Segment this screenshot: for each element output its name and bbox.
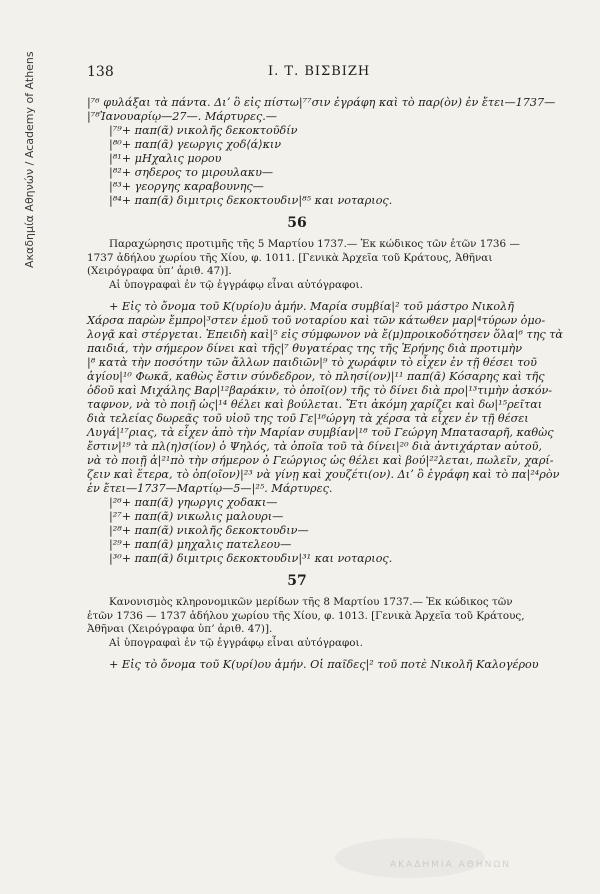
running-header: Ι. Τ. ΒΙΣΒΙΖΗ [268, 64, 371, 79]
document-56-body [87, 300, 563, 496]
document-55-tail [87, 96, 556, 124]
document-57-meta [87, 596, 525, 650]
academy-stamp-text: ΑΚΑΔΗΜΙΑ ΑΘΗΝΩΝ [390, 860, 511, 870]
text-line: ἐν ἔτει—1737—Μαρτίῳ—5—|²⁵. Μάρτυρες. [87, 482, 333, 495]
text-line: παιδιά, τὴν σήμερον δίνει καὶ τῆς|⁷ θυγατέρας της τῆς Ἐρήνης διὰ προτιμὴν [87, 342, 523, 355]
signature-line: |²⁹+ παπ(ᾶ) μηχαλις πατελεου— [109, 538, 292, 551]
text-line: |⁸ κατὰ τὴν ποσότην τῶν ἄλλων παιδιῶν|⁹ τὸ χωράφιν τὸ εἶχεν ἐν τῇ θέσει τοῦ [87, 356, 537, 369]
signature-line: |³⁰+ παπ(ᾶ) διμιτρις δεκοκτουδιν|³¹ και νοταριος. [109, 552, 393, 565]
text-line: διὰ τελείας δωρεᾶς τοῦ υἱοῦ της τοῦ Γε|¹⁶ώργη τὰ χέρσα τὰ εἶχεν ἐν τῇ θέσει [87, 412, 529, 425]
signature-line: |⁸³+ γεοργης καραβουνης— [109, 180, 264, 193]
document-57-number: 57 [287, 573, 307, 589]
document-57-body [87, 658, 539, 672]
academy-stamp [335, 838, 485, 878]
text-line: + Εἰς τὸ ὄνομα τοῦ Κ(υρί)ου ἀμήν. Οἱ παῖδες|² τοῦ ποτὲ Νικολῆ Καλογέρου [109, 658, 539, 671]
autograph-note: Αἱ ὑπογραφαὶ ἐν τῷ ἐγγράφῳ εἶναι αὐτόγραφοι. [109, 278, 363, 291]
signature-line: |²⁸+ παπ(ᾶ) νικολῆς δεκοκτουδιν— [109, 524, 309, 537]
document-55-signatures [87, 124, 507, 208]
document-56-number: 56 [287, 215, 307, 231]
signature-line: |²⁷+ παπ(ᾶ) νικωλις μαλουρι— [109, 510, 284, 523]
text-line: Λυγά|¹⁷ριας, τὰ εἶχεν ἀπὸ τὴν Μαρίαν συμβίαν|¹⁸ τοῦ Γεώργη Μπατασαρῆ, καθὼς [87, 426, 554, 439]
signature-line: |⁸¹+ μΗχαλις μορου [109, 152, 222, 165]
signature-line: |²⁶+ παπ(ᾶ) γηωργις χοδακι— [109, 496, 278, 509]
text-line: + Εἰς τὸ ὄνομα τοῦ Κ(υρίο)υ ἀμήν. Μαρία συμβία|² τοῦ μάστρο Νικολῆ [109, 300, 514, 313]
meta-line: Ἀθῆναι (Χειρόγραφα ὑπʼ ἀριθ. 47)]. [87, 623, 273, 635]
meta-line: Κανονισμὸς κληρονομικῶν μερίδων τῆς 8 Μαρτίου 1737.— Ἐκ κώδικος τῶν [109, 596, 513, 608]
document-56-meta [87, 238, 520, 292]
text-line: νὰ τὸ ποιῇ ἀ|²¹πὸ τὴν σήμερον ὁ Γεώργιος ὡς θέλει καὶ βού|²²λεται, πωλεῖν, χαρί- [87, 454, 554, 467]
meta-line: ἐτῶν 1736 — 1737 ἀδήλου χωρίου τῆς Χίου, φ. 1013. [Γενικὰ Ἀρχεῖα τοῦ Κράτους, [87, 609, 525, 622]
text-line: ζειν καὶ ἕτερα, τὸ ὁπ(οῖον)|²³ νὰ γίνῃ καὶ χουζέτι(ον). Διʼ ὃ ἐγράφη καὶ τὸ πα|²⁴ρὸν [87, 468, 560, 481]
text-line: ὁδοῦ καὶ Μιχάλης Βαρ|¹²βαράκιν, τὸ ὁποῖ(ον) τῆς τὸ δίνει διὰ προ|¹³τιμὴν ἀσκόν- [87, 384, 553, 397]
meta-line: (Χειρόγραφα ὑπʼ ἀριθ. 47)]. [87, 265, 232, 277]
text-line: λογᾷ καὶ στέργεται. Ἐπειδὴ καὶ|⁵ εἰς σύμφωνον νὰ ἔ(μ)προικοδότησεν ὅλα|⁶ της τὰ [87, 328, 563, 341]
signature-line: |⁸⁴+ παπ(ᾶ) διμιτρις δεκοκτουδιν|⁸⁵ και νοταριος. [109, 194, 393, 207]
text-line: |⁷⁸Ἰανουαρίῳ—27—. Μάρτυρες.— [87, 110, 277, 123]
meta-line: Παραχώρησις προτιμῆς τῆς 5 Μαρτίου 1737.— Ἐκ κώδικος τῶν ἐτῶν 1736 — [109, 238, 520, 250]
text-line: ταφνον, νὰ τὸ ποιῇ ὡς|¹⁴ θέλει καὶ βούλεται. Ἔτι ἀκόμη χαρίζει καὶ δω|¹⁵ρεῖται [87, 398, 543, 411]
text-line: ἁγίου|¹⁰ Φωκᾶ, καθὼς ἔστιν σύνδεδρον, τὸ πλησί(ον)|¹¹ παπ(ᾶ) Κόσαρης καὶ τῆς [87, 370, 545, 383]
signature-line: |⁸⁰+ παπ(ᾶ) γεωργις χοδ⟨ά⟩κιν [109, 138, 282, 151]
text-line: ἔστιν|¹⁹ τὰ πλ(η)σ(ίον) ὁ Ψηλός, τὰ ὁποῖα τοῦ τὰ δίνει|²⁰ διὰ ἀντιχάρταν αὐτοῦ, [87, 440, 542, 453]
side-watermark: Ακαδημία Αθηνών / Academy of Athens [23, 51, 36, 268]
signature-line: |⁸²+ σηδερος το μιρουλακυ— [109, 166, 274, 179]
autograph-note: Αἱ ὑπογραφαὶ ἐν τῷ ἐγγράφῳ εἶναι αὐτόγραφοι. [109, 636, 363, 649]
signature-line: |⁷⁹+ παπ(ᾶ) νικολῆς δεκοκτοῦδίν [109, 124, 298, 137]
page-body [87, 96, 563, 672]
page-number: 138 [87, 64, 114, 80]
meta-line: 1737 ἀδήλου χωρίου τῆς Χίου, φ. 1011. [Γενικὰ Ἀρχεῖα τοῦ Κράτους, Ἀθῆναι [87, 251, 493, 264]
text-line: |⁷⁶ φυλάξαι τὰ πάντα. Διʼ ὃ εἰς πίστω|⁷⁷σιν ἐγράφη καὶ τὸ παρ(ὸν) ἐν ἔτει—1737— [87, 96, 556, 109]
text-line: Χάρσα παρὼν ἔμπρο|³στεν ἐμοῦ τοῦ νοταρίου καὶ τῶν κάτωθεν μαρ|⁴τύρων ὁμο- [87, 314, 546, 327]
document-56-signatures [87, 496, 507, 566]
